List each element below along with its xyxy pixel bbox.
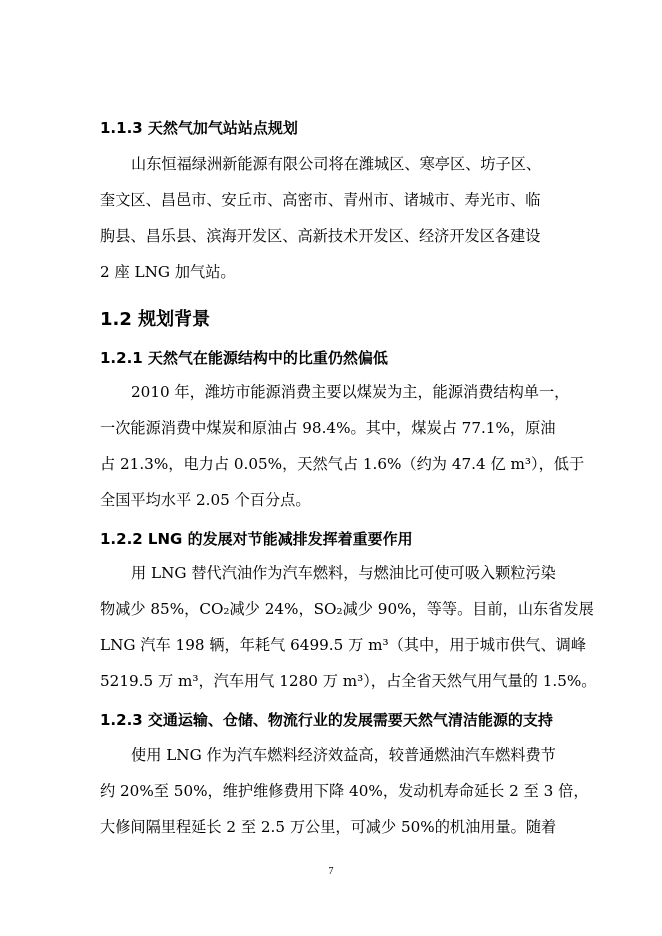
paragraph-line: 2 座 LNG 加气站。: [100, 263, 236, 281]
paragraph-line: 全国平均水平 2.05 个百分点。: [100, 491, 311, 509]
paragraph-1-2-3: [100, 737, 589, 845]
heading-1-2-3: 1.2.3 交通运输、仓储、物流行业的发展需要天然气清洁能源的支持: [100, 711, 553, 729]
paragraph-line: 大修间隔里程延长 2 至 2.5 万公里，可减少 50%的机油用量。随着: [100, 818, 557, 836]
paragraph-line: LNG 汽车 198 辆，年耗气 6499.5 万 m³（其中，用于城市供气、调峰: [100, 636, 587, 654]
heading-1-2: 1.2 规划背景: [100, 309, 211, 330]
paragraph-1-1-3: [100, 146, 562, 290]
paragraph-line: 5219.5 万 m³，汽车用气 1280 万 m³），占全省天然气用气量的 1.5%。: [100, 672, 597, 690]
paragraph-line: 2010 年，潍坊市能源消费主要以煤炭为主，能源消费结构单一，: [131, 383, 570, 401]
paragraph-line: 用 LNG 替代汽油作为汽车燃料，与燃油比可使可吸入颗粒污染: [131, 564, 556, 582]
heading-1-2-2: 1.2.2 LNG 的发展对节能减排发挥着重要作用: [100, 530, 413, 548]
heading-1-1-3: 1.1.3 天然气加气站站点规划: [100, 119, 298, 137]
paragraph-line: 物减少 85%，CO₂减少 24%，SO₂减少 90%，等等。目前，山东省发展: [100, 600, 594, 618]
paragraph-line: 山东恒福绿洲新能源有限公司将在潍城区、寒亭区、坊子区、: [131, 155, 542, 173]
paragraph-line: 使用 LNG 作为汽车燃料经济效益高，较普通燃油汽车燃料费节: [131, 746, 556, 764]
paragraph-line: 约 20%至 50%，维护维修费用下降 40%，发动机寿命延长 2 至 3 倍，: [100, 782, 589, 800]
paragraph-line: 奎文区、昌邑市、安丘市、高密市、青州市、诸城市、寿光市、临: [100, 191, 541, 209]
paragraph-1-2-2: [100, 555, 597, 699]
page-number: 7: [328, 866, 334, 877]
paragraph-line: 朐县、昌乐县、滨海开发区、高新技术开发区、经济开发区各建设: [100, 227, 541, 245]
paragraph-1-2-1: [100, 374, 585, 518]
paragraph-line: 占 21.3%，电力占 0.05%，天然气占 1.6%（约为 47.4 亿 m³），低于: [100, 455, 585, 473]
heading-1-2-1: 1.2.1 天然气在能源结构中的比重仍然偏低: [100, 349, 388, 367]
paragraph-line: 一次能源消费中煤炭和原油占 98.4%。其中，煤炭占 77.1%，原油: [100, 419, 556, 437]
